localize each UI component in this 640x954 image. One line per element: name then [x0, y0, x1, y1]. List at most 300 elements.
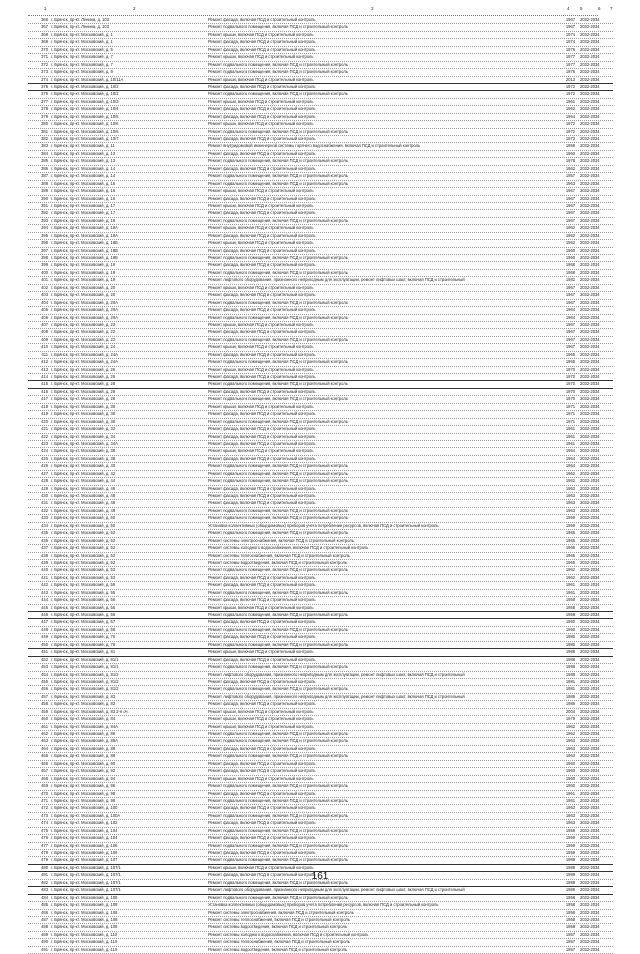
row-period: 2032-2034 — [580, 768, 600, 774]
row-number: 427 — [41, 470, 48, 476]
table-row — [28, 768, 613, 775]
row-work-type: Ремонт крыши, включая ПСД и строительный контроль — [208, 448, 314, 454]
row-period: 2032-2034 — [580, 522, 600, 528]
row-number: 442 — [41, 582, 48, 588]
table-row — [28, 924, 613, 931]
row-number: 367 — [41, 24, 48, 30]
row-work-type: Ремонт фасада, включая ПСД и строительный контроль — [208, 493, 316, 498]
row-work-type: Ремонт подвального помещения, включая ПСД и строительный контроль — [208, 91, 348, 97]
row-work-type: Ремонт фасада, включая ПСД и строительный контроль — [208, 411, 316, 417]
table-row — [28, 77, 613, 84]
row-address: г. Брянск, пр-кт. Московский, д. 42 — [51, 470, 116, 476]
row-address: г. Брянск, пр-кт. Московский, д. 107/1 — [51, 864, 121, 870]
row-number: 445 — [41, 604, 48, 610]
row-period: 2032-2034 — [580, 403, 600, 409]
row-period: 2032-2034 — [580, 574, 600, 580]
row-period: 2032-2034 — [580, 388, 600, 394]
row-number: 479 — [41, 857, 48, 863]
row-number: 429 — [41, 485, 48, 491]
row-year: 1958 — [565, 597, 575, 603]
row-work-type: Ремонт подвального помещения, включая ПСД и строительный контроль — [208, 515, 348, 521]
row-period: 2032-2034 — [580, 314, 600, 320]
row-address: г. Брянск, пр-кт. Московский, д. 108 — [51, 916, 118, 922]
row-number: 404 — [41, 299, 48, 305]
row-address: г. Брянск, пр-кт. Московский, д. 10/7 — [51, 136, 119, 141]
row-period: 2032-2034 — [580, 493, 600, 498]
row-number: 478 — [41, 850, 48, 855]
row-number: 403 — [41, 292, 48, 298]
row-address: г. Брянск, пр-кт. Московский, д. 18Б — [51, 240, 118, 246]
table-row — [28, 17, 613, 24]
row-number: 380 — [41, 121, 48, 127]
row-work-type: Ремонт подвального помещения, включая ПСД и строительный контроль — [208, 507, 348, 513]
row-year: 1959 — [565, 850, 575, 855]
row-work-type: Ремонт крыши, включая ПСД и строительный контроль — [208, 366, 314, 372]
row-address: г. Брянск, пр-кт. Московский, д. 55 — [51, 582, 116, 588]
row-period: 2032-2034 — [580, 716, 600, 722]
row-work-type: Ремонт крыши, включая ПСД и строительный контроль — [208, 723, 314, 729]
row-number: 379 — [41, 113, 48, 119]
row-year: 1961 — [565, 440, 575, 446]
table-row — [28, 99, 613, 106]
row-period: 2032-2034 — [580, 165, 600, 171]
row-year: 1980 — [565, 641, 575, 647]
row-period: 2032-2034 — [580, 448, 600, 454]
row-address: г. Брянск, пр-кт. Московский, д. 5 — [51, 46, 113, 52]
row-number: 480 — [41, 864, 48, 870]
row-work-type: Ремонт подвального помещения, включая ПСД и строительный контроль — [208, 314, 348, 320]
row-year: 1963 — [565, 753, 575, 759]
row-year: 1964 — [565, 307, 575, 313]
row-address: г. Брянск, пр-кт. Московский, д. 100А — [51, 812, 121, 818]
row-address: г. Брянск, пр-кт. Московский, д. 28 — [51, 396, 116, 402]
table-row — [28, 567, 613, 574]
row-address: г. Брянск, пр-кт. Московский, д. 104 — [51, 835, 118, 841]
row-address: г. Брянск, пр-кт. Московский, д. 17 — [51, 210, 116, 216]
row-address: г. Брянск, пр-кт. Московский, д. 57 — [51, 619, 116, 625]
row-work-type: Ремонт фасада, включая ПСД и строительный контроль — [208, 150, 316, 156]
row-work-type: Ремонт подвального помещения, включая ПСД и строительный контроль — [208, 180, 348, 186]
row-address: г. Брянск, пр-кт. Московский, д. 92 — [51, 768, 116, 774]
table-row — [28, 887, 613, 894]
table-row — [28, 538, 613, 545]
row-address: г. Брянск, пр-кт. Московский, д. 16 — [51, 188, 116, 194]
row-period: 2032-2034 — [580, 641, 600, 647]
row-number: 477 — [41, 842, 48, 848]
row-work-type: Ремонт крыши, включая ПСД и строительный контроль — [208, 604, 314, 610]
row-year: 1980 — [565, 634, 575, 640]
row-work-type: Ремонт подвального помещения, включая ПСД и строительный контроль — [208, 158, 348, 164]
row-work-type: Ремонт системы теплоснабжения, включая ПСД и строительный контроль — [208, 552, 350, 558]
row-period: 2032-2034 — [580, 559, 600, 565]
table-row — [28, 738, 613, 745]
row-work-type: Ремонт фасада, включая ПСД и строительный контроль — [208, 768, 316, 774]
table-row — [28, 716, 613, 723]
table-row — [28, 218, 613, 225]
row-year: 1981 — [565, 678, 575, 684]
row-work-type: Ремонт фасада, включая ПСД и строительный контроль — [208, 39, 316, 45]
table-row — [28, 553, 613, 560]
row-period: 2032-2034 — [580, 909, 600, 915]
row-year: 1989 — [565, 864, 575, 870]
row-period: 2032-2034 — [580, 418, 600, 424]
row-period: 2032-2034 — [580, 485, 600, 491]
row-period: 2032-2034 — [580, 604, 600, 610]
table-row — [28, 545, 613, 552]
table-row — [28, 69, 613, 76]
row-period: 2032-2034 — [580, 931, 600, 937]
row-period: 2032-2034 — [580, 537, 600, 543]
row-number: 452 — [41, 656, 48, 662]
table-row — [28, 523, 613, 530]
row-period: 2032-2034 — [580, 396, 600, 402]
row-year: 1965 — [565, 359, 575, 365]
row-period: 2032-2034 — [580, 426, 600, 432]
row-period: 2032-2034 — [580, 374, 600, 379]
row-work-type: Ремонт фасада, включая ПСД и строительный контроль — [208, 745, 316, 751]
row-address: г. Брянск, пр-кт. Московский, д. 32 — [51, 426, 116, 432]
table-row — [28, 642, 613, 649]
row-period: 2032-2034 — [580, 693, 600, 699]
row-number: 450 — [41, 641, 48, 647]
row-period: 2032-2034 — [580, 31, 600, 37]
row-year: 1960 — [565, 150, 575, 156]
row-number: 370 — [41, 46, 48, 52]
row-number: 467 — [41, 768, 48, 774]
row-period: 2032-2034 — [580, 455, 600, 461]
table-row — [28, 434, 613, 441]
row-year: 1988 — [565, 649, 575, 655]
works-table — [28, 17, 613, 954]
row-work-type: Ремонт подвального помещения, включая ПСД и строительный контроль — [208, 336, 348, 342]
col-header-5: 5 — [580, 6, 583, 11]
row-work-type: Ремонт подвального помещения, включая ПСД и строительный контроль — [208, 478, 348, 484]
table-row — [28, 649, 613, 656]
row-year: 1960 — [565, 775, 575, 781]
row-address: г. Брянск, пр-кт. Московский, д. 50 — [51, 515, 116, 521]
row-number: 431 — [41, 500, 48, 506]
row-number: 482 — [41, 879, 48, 885]
row-year: 1970 — [565, 396, 575, 402]
row-number: 460 — [41, 716, 48, 722]
row-period: 2032-2034 — [580, 158, 600, 164]
row-period: 2032-2034 — [580, 210, 600, 216]
row-number: 484 — [41, 894, 48, 900]
row-period: 2032-2034 — [580, 686, 600, 692]
row-period: 2032-2034 — [580, 232, 600, 238]
row-address: г. Брянск, пр-кт. Московский, д. 81/2 — [51, 686, 119, 692]
row-number: 371 — [41, 54, 48, 60]
table-row — [28, 471, 613, 478]
table-row — [28, 225, 613, 232]
row-year: 1972 — [565, 121, 575, 127]
row-number: 488 — [41, 924, 48, 930]
row-year: 1964 — [565, 113, 575, 119]
table-row — [28, 426, 613, 433]
row-work-type: Ремонт подвального помещения, включая ПСД и строительный контроль — [208, 173, 348, 179]
row-address: г. Брянск, пр-кт. Московский, д. 20А — [51, 299, 118, 305]
table-row — [28, 612, 613, 619]
row-work-type: Ремонт фасада, включая ПСД и строительный контроль — [208, 83, 316, 89]
row-period: 2032-2034 — [580, 731, 600, 736]
row-work-type: Ремонт подвального помещения, включая ПСД и строительный контроль — [208, 470, 348, 476]
row-number: 491 — [41, 946, 48, 952]
row-work-type: Ремонт фасада, включая ПСД и строительный контроль — [208, 351, 316, 357]
row-address: г. Брянск, пр-кт. Московский, д. 55 — [51, 589, 116, 595]
table-row — [28, 835, 613, 842]
row-period: 2032-2034 — [580, 507, 600, 513]
row-year: 1961 — [565, 98, 575, 104]
row-work-type: Ремонт фасада, включая ПСД и строительный контроль — [208, 850, 316, 855]
row-address: г. Брянск, пр-кт. Московский, д. 53 — [51, 567, 116, 573]
row-period: 2032-2034 — [580, 202, 600, 208]
row-year: 1989 — [565, 872, 575, 878]
row-work-type: Ремонт фасада, включая ПСД и строительный контроль — [208, 634, 316, 640]
row-number: 468 — [41, 775, 48, 781]
row-number: 461 — [41, 723, 48, 729]
row-address: г. Брянск, пр-кт. Московский, д. 108 — [51, 909, 118, 915]
row-period: 2032-2034 — [580, 76, 600, 82]
row-number: 410 — [41, 344, 48, 350]
row-year: 1961 — [565, 582, 575, 588]
row-work-type: Ремонт подвального помещения, включая ПСД и строительный контроль — [208, 589, 348, 595]
row-address: г. Брянск, пр-кт. Московский, д. 100 — [51, 805, 118, 811]
row-number: 377 — [41, 98, 48, 104]
row-period: 2032-2034 — [580, 775, 600, 781]
row-period: 2032-2034 — [580, 17, 600, 22]
table-row — [28, 515, 613, 522]
row-year: 1964 — [565, 455, 575, 461]
row-number: 485 — [41, 902, 48, 908]
table-row — [28, 255, 613, 262]
row-number: 474 — [41, 820, 48, 826]
table-row — [28, 895, 613, 902]
table-row — [28, 500, 613, 507]
col-header-2: 2 — [133, 6, 136, 11]
row-year: 1967 — [565, 336, 575, 342]
row-number: 393 — [41, 217, 48, 223]
row-work-type: Ремонт подвального помещения, включая ПСД и строительный контроль — [208, 731, 348, 736]
row-period: 2032-2034 — [580, 842, 600, 848]
row-address: г. Брянск, пр-кт. Московский, д. 19 — [51, 269, 116, 275]
row-period: 2032-2034 — [580, 299, 600, 305]
table-row — [28, 441, 613, 448]
row-year: 2013 — [565, 76, 575, 82]
row-year: 1957 — [565, 939, 575, 945]
table-row — [28, 374, 613, 381]
row-address: г. Брянск, пр-кт. Московский, д. 83 2-я оч. — [51, 708, 129, 714]
row-work-type: Ремонт крыши, включая ПСД и строительный контроль — [208, 54, 314, 60]
row-period: 2032-2034 — [580, 879, 600, 885]
row-number: 473 — [41, 812, 48, 818]
table-row — [28, 627, 613, 634]
row-number: 489 — [41, 931, 48, 937]
row-period: 2032-2034 — [580, 54, 600, 60]
row-period: 2032-2034 — [580, 98, 600, 104]
row-period: 2032-2034 — [580, 939, 600, 945]
row-work-type: Ремонт лифтового оборудования, признанного непригодным для эксплуатации, ремонт лифтовых шахт, включая ПСД и строительный — [208, 693, 465, 699]
row-number: 443 — [41, 589, 48, 595]
row-number: 417 — [41, 396, 48, 402]
row-year: 1978 — [565, 158, 575, 164]
table-row — [28, 381, 613, 388]
row-number: 459 — [41, 708, 48, 714]
row-work-type: Ремонт лифтового оборудования, признанного непригодным для эксплуатации, ремонт лифтовых шахт, включая ПСД и строительный — [208, 887, 465, 893]
row-address: г. Брянск, пр-кт. Московский, д. 81/1 — [51, 664, 119, 670]
row-number: 405 — [41, 307, 48, 313]
row-year: 1959 — [565, 827, 575, 833]
row-work-type: Ремонт фасада, включая ПСД и строительный контроль — [208, 262, 316, 268]
row-work-type: Ремонт подвального помещения, включая ПСД и строительный контроль — [208, 612, 348, 617]
row-work-type: Ремонт крыши, включая ПСД и строительный контроль — [208, 121, 314, 127]
row-year: 1967 — [565, 344, 575, 350]
row-address: г. Брянск, пр-кт. Московский, д. 52 — [51, 545, 116, 551]
row-period: 2032-2034 — [580, 359, 600, 365]
row-number: 368 — [41, 31, 48, 37]
row-work-type: Ремонт фасада, включая ПСД и строительный контроль — [208, 113, 316, 119]
row-year: 1960 — [565, 768, 575, 774]
table-row — [28, 560, 613, 567]
row-work-type: Ремонт системы электроснабжения, включая ПСД и строительный контроль — [208, 537, 354, 543]
row-address: г. Брянск, пр-кт. Московский, д. 34А — [51, 440, 118, 446]
row-year: 1958 — [565, 909, 575, 915]
table-row — [28, 173, 613, 180]
row-year: 1962 — [565, 232, 575, 238]
row-year: 1988 — [565, 664, 575, 670]
table-row — [28, 181, 613, 188]
row-number: 438 — [41, 552, 48, 558]
table-row — [28, 106, 613, 113]
row-address: г. Брянск, пр-кт. Московский, д. 84 — [51, 716, 116, 722]
row-year: 1988 — [565, 671, 575, 677]
row-year: 1967 — [565, 195, 575, 201]
row-work-type: Ремонт подвального помещения, включая ПСД и строительный контроль — [208, 61, 348, 67]
row-year: 1957 — [565, 946, 575, 952]
row-address: г. Брянск, пр-кт. Московский, д. 22 — [51, 336, 116, 342]
row-period: 2032-2034 — [580, 143, 600, 149]
row-number: 398 — [41, 255, 48, 260]
row-address: г. Брянск, пр-кт. Московский, д. 1 — [51, 31, 113, 37]
row-year: 1957 — [565, 173, 575, 179]
row-number: 428 — [41, 478, 48, 484]
table-row — [28, 694, 613, 701]
row-year: 1963 — [565, 493, 575, 498]
row-period: 2032-2034 — [580, 552, 600, 558]
row-address: г. Брянск, пр-кт. Московский, д. 76 — [51, 634, 116, 640]
row-work-type: Ремонт системы водоотведения, включая ПСД и строительный контроль — [208, 924, 348, 930]
row-work-type: Ремонт крыши, включая ПСД и строительный контроль — [208, 321, 314, 327]
table-row — [28, 196, 613, 203]
row-year: 1960 — [565, 247, 575, 253]
row-address: г. Брянск, пр-кт. Московский, д. 81/1 — [51, 656, 119, 662]
row-number: 439 — [41, 559, 48, 565]
row-address: г. Брянск, пр-кт. Московский, д. 18Б — [51, 255, 118, 260]
row-period: 2032-2034 — [580, 567, 600, 573]
row-work-type: Ремонт крыши, включая ПСД и строительный контроль — [208, 240, 314, 246]
row-year: 1960 — [565, 626, 575, 632]
row-year: 1958 — [565, 924, 575, 930]
row-period: 2032-2034 — [580, 91, 600, 97]
table-row — [28, 344, 613, 351]
table-row — [28, 292, 613, 299]
row-period: 2032-2034 — [580, 894, 600, 900]
row-address: г. Брянск, пр-кт. Московский, д. 108 — [51, 894, 118, 900]
row-number: 378 — [41, 106, 48, 112]
row-address: г. Брянск, пр-кт. Московский, д. 98 — [51, 797, 116, 803]
row-number: 435 — [41, 530, 48, 536]
row-address: г. Брянск, пр-кт. Московский, д. 24 — [51, 344, 116, 350]
row-number: 418 — [41, 403, 48, 409]
row-work-type: Ремонт фасада, включая ПСД и строительный контроль — [208, 805, 316, 811]
row-address: г. Брянск, пр-кт. Московский, д. 107/1 — [51, 887, 121, 893]
row-address: г. Брянск, пр-кт. Московский, д. 90 — [51, 760, 116, 766]
row-number: 415 — [41, 381, 48, 387]
row-number: 400 — [41, 269, 48, 275]
row-year: 1977 — [565, 61, 575, 67]
row-address: г. Брянск, пр-кт. Московский, д. 38 — [51, 448, 116, 454]
table-row — [28, 262, 613, 269]
row-work-type: Ремонт крыши, включая ПСД и строительный контроль — [208, 31, 314, 37]
row-number: 463 — [41, 738, 48, 744]
row-period: 2032-2034 — [580, 463, 600, 469]
row-year: 1959 — [565, 842, 575, 848]
row-work-type: Ремонт фасада, включая ПСД и строительный контроль — [208, 106, 316, 112]
col-header-3: 3 — [371, 6, 374, 11]
row-address: г. Брянск, пр-кт. Московский, д. 18В — [51, 247, 118, 253]
row-work-type: Ремонт подвального помещения, включая ПСД и строительный контроль — [208, 626, 348, 632]
table-row — [28, 686, 613, 693]
row-number: 390 — [41, 195, 48, 201]
row-number: 386 — [41, 165, 48, 171]
table-row — [28, 634, 613, 641]
row-year: 1965 — [565, 530, 575, 536]
row-year: 1972 — [565, 83, 575, 89]
row-period: 2032-2034 — [580, 136, 600, 141]
row-year: 1961 — [565, 589, 575, 595]
row-number: 432 — [41, 507, 48, 513]
row-work-type: Ремонт фасада, включая ПСД и строительный контроль — [208, 46, 316, 52]
row-work-type: Ремонт подвального помещения, включая ПСД и строительный контроль — [208, 463, 348, 469]
row-number: 392 — [41, 210, 48, 216]
row-address: г. Брянск, пр-кт. Московский, д. 1 — [51, 39, 113, 45]
row-address: г. Брянск, пр-кт. Московский, д. 48 — [51, 500, 116, 506]
table-row — [28, 203, 613, 210]
row-number: 440 — [41, 567, 48, 573]
row-period: 2032-2034 — [580, 195, 600, 201]
row-address: г. Брянск, пр-кт. Московский, д. 83 — [51, 693, 116, 699]
row-number: 475 — [41, 827, 48, 833]
table-row — [28, 597, 613, 604]
row-year: 1972 — [565, 91, 575, 97]
row-work-type: Ремонт фасада, включая ПСД и строительный контроль — [208, 500, 316, 506]
row-number: 408 — [41, 329, 48, 335]
row-year: 1960 — [565, 255, 575, 260]
row-address: г. Брянск, пр-кт. Московский, д. 10/6 — [51, 128, 119, 134]
table-row — [28, 724, 613, 731]
row-work-type: Ремонт подвального помещения, включая ПСД и строительный контроль — [208, 396, 348, 402]
row-period: 2032-2034 — [580, 820, 600, 826]
row-work-type: Ремонт лифтового оборудования, признанного непригодным для эксплуатации, ремонт лифтовых шахт, включая ПСД и строительный — [208, 277, 465, 283]
row-number: 454 — [41, 671, 48, 677]
row-period: 2032-2034 — [580, 805, 600, 811]
row-number: 425 — [41, 455, 48, 461]
row-year: 1976 — [565, 46, 575, 52]
row-year: 1957 — [565, 931, 575, 937]
table-row — [28, 300, 613, 307]
table-row — [28, 672, 613, 679]
row-period: 2032-2034 — [580, 24, 600, 30]
row-address: г. Брянск, пр-кт. Московский, д. 10/2 — [51, 91, 119, 97]
